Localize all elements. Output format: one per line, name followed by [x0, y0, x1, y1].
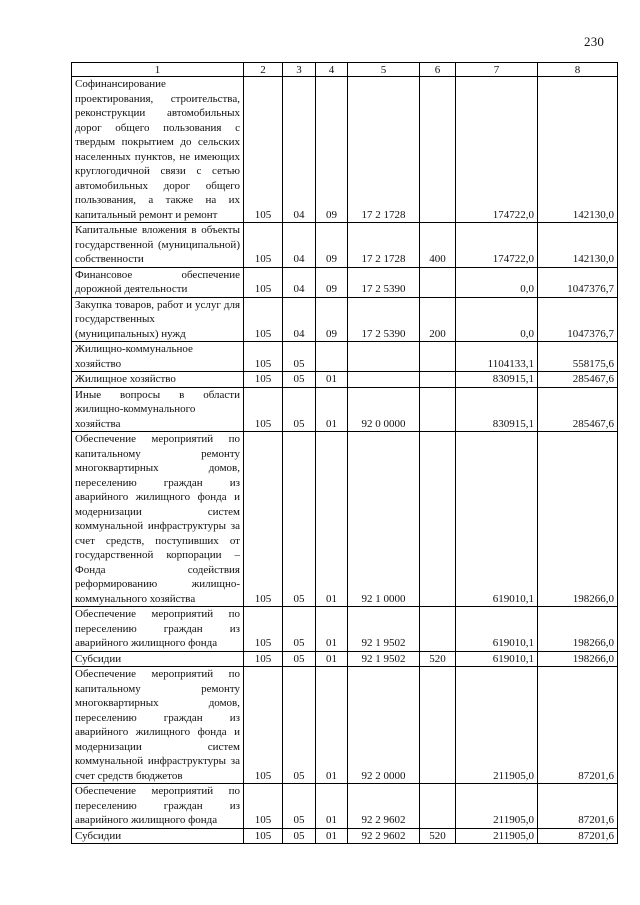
cell-ministry: 105	[244, 297, 283, 342]
cell-amount-8: 142130,0	[538, 223, 618, 268]
cell-subsection: 01	[316, 667, 348, 784]
cell-amount-7: 174722,0	[456, 77, 538, 223]
cell-target-item: 92 1 9502	[348, 607, 420, 652]
table-row	[72, 223, 618, 268]
cell-ministry: 105	[244, 784, 283, 829]
cell-target-item: 92 2 0000	[348, 667, 420, 784]
cell-ministry: 105	[244, 432, 283, 607]
header-cell: 6	[420, 63, 456, 77]
header-cell: 8	[538, 63, 618, 77]
cell-expense-type	[420, 432, 456, 607]
cell-amount-8: 87201,6	[538, 828, 618, 844]
cell-subsection: 01	[316, 372, 348, 388]
cell-expense-type	[420, 77, 456, 223]
row-name: Обеспечение мероприятий по переселению граждан из аварийного жилищного фонда	[72, 607, 244, 652]
cell-amount-7: 830915,1	[456, 387, 538, 432]
cell-target-item: 92 0 0000	[348, 387, 420, 432]
header-cell: 7	[456, 63, 538, 77]
page-number: 230	[584, 34, 605, 49]
cell-target-item: 92 2 9602	[348, 828, 420, 844]
cell-ministry: 105	[244, 77, 283, 223]
table-row	[72, 372, 618, 388]
cell-ministry: 105	[244, 223, 283, 268]
cell-ministry: 105	[244, 651, 283, 667]
table-row	[72, 267, 618, 297]
budget-table	[71, 62, 618, 844]
cell-section: 05	[283, 784, 316, 829]
cell-amount-8: 142130,0	[538, 77, 618, 223]
cell-amount-8: 198266,0	[538, 607, 618, 652]
table-row	[72, 387, 618, 432]
cell-subsection: 01	[316, 784, 348, 829]
row-name: Обеспечение мероприятий по капитальному ремонту многоквартирных домов, переселению граждан из аварийного жилищного фонда и модернизации систем коммунальной инфраструктуры за счет средств, поступивших от государственной корпорации – Фонда содействия реформированию жилищно-коммунального хозяйства	[72, 432, 244, 607]
cell-expense-type	[420, 372, 456, 388]
cell-ministry: 105	[244, 267, 283, 297]
cell-section: 05	[283, 372, 316, 388]
table-row	[72, 828, 618, 844]
cell-ministry: 105	[244, 667, 283, 784]
header-cell: 1	[72, 63, 244, 77]
cell-amount-7: 0,0	[456, 297, 538, 342]
row-name: Капитальные вложения в объекты государственной (муниципальной) собственности	[72, 223, 244, 268]
cell-target-item	[348, 372, 420, 388]
row-name: Иные вопросы в области жилищно-коммунального хозяйства	[72, 387, 244, 432]
cell-amount-8: 1047376,7	[538, 267, 618, 297]
row-name: Жилищно-коммунальное хозяйство	[72, 342, 244, 372]
cell-ministry: 105	[244, 828, 283, 844]
cell-section: 05	[283, 651, 316, 667]
cell-amount-7: 619010,1	[456, 607, 538, 652]
cell-expense-type	[420, 607, 456, 652]
cell-expense-type: 520	[420, 828, 456, 844]
cell-section: 04	[283, 267, 316, 297]
cell-subsection: 01	[316, 432, 348, 607]
cell-ministry: 105	[244, 372, 283, 388]
table-row	[72, 432, 618, 607]
cell-subsection: 09	[316, 77, 348, 223]
header-cell: 5	[348, 63, 420, 77]
header-row	[72, 63, 618, 77]
cell-subsection: 09	[316, 297, 348, 342]
cell-section: 05	[283, 387, 316, 432]
cell-target-item: 92 1 9502	[348, 651, 420, 667]
cell-expense-type	[420, 667, 456, 784]
cell-target-item: 17 2 1728	[348, 77, 420, 223]
cell-expense-type	[420, 784, 456, 829]
cell-subsection: 01	[316, 828, 348, 844]
cell-amount-7: 211905,0	[456, 784, 538, 829]
cell-target-item: 17 2 5390	[348, 297, 420, 342]
cell-section: 05	[283, 342, 316, 372]
table-row	[72, 667, 618, 784]
cell-section: 05	[283, 607, 316, 652]
cell-subsection	[316, 342, 348, 372]
row-name: Закупка товаров, работ и услуг для государственных (муниципальных) нужд	[72, 297, 244, 342]
cell-amount-7: 619010,1	[456, 651, 538, 667]
cell-section: 05	[283, 828, 316, 844]
cell-subsection: 09	[316, 223, 348, 268]
cell-expense-type: 200	[420, 297, 456, 342]
row-name: Обеспечение мероприятий по капитальному ремонту многоквартирных домов, переселению граждан из аварийного жилищного фонда и модернизации систем коммунальной инфраструктуры за счет средств бюджетов	[72, 667, 244, 784]
table-row	[72, 77, 618, 223]
cell-target-item	[348, 342, 420, 372]
cell-subsection: 01	[316, 651, 348, 667]
row-name: Обеспечение мероприятий по переселению граждан из аварийного жилищного фонда	[72, 784, 244, 829]
cell-section: 04	[283, 297, 316, 342]
header-cell: 4	[316, 63, 348, 77]
cell-section: 05	[283, 667, 316, 784]
cell-amount-8: 198266,0	[538, 651, 618, 667]
header-cell: 2	[244, 63, 283, 77]
cell-amount-8: 87201,6	[538, 784, 618, 829]
table-row	[72, 784, 618, 829]
cell-amount-8: 285467,6	[538, 372, 618, 388]
cell-ministry: 105	[244, 387, 283, 432]
row-name: Жилищное хозяйство	[72, 372, 244, 388]
cell-ministry: 105	[244, 342, 283, 372]
row-name: Субсидии	[72, 828, 244, 844]
cell-expense-type	[420, 267, 456, 297]
cell-expense-type	[420, 387, 456, 432]
cell-subsection: 09	[316, 267, 348, 297]
table-row	[72, 651, 618, 667]
cell-amount-8: 558175,6	[538, 342, 618, 372]
cell-target-item: 92 2 9602	[348, 784, 420, 829]
cell-amount-7: 174722,0	[456, 223, 538, 268]
cell-amount-7: 0,0	[456, 267, 538, 297]
cell-target-item: 17 2 5390	[348, 267, 420, 297]
cell-amount-8: 87201,6	[538, 667, 618, 784]
table-row	[72, 607, 618, 652]
cell-amount-8: 1047376,7	[538, 297, 618, 342]
cell-amount-7: 211905,0	[456, 828, 538, 844]
header-cell: 3	[283, 63, 316, 77]
cell-expense-type: 520	[420, 651, 456, 667]
cell-expense-type	[420, 342, 456, 372]
cell-amount-8: 198266,0	[538, 432, 618, 607]
cell-amount-8: 285467,6	[538, 387, 618, 432]
cell-section: 04	[283, 77, 316, 223]
cell-target-item: 92 1 0000	[348, 432, 420, 607]
cell-expense-type: 400	[420, 223, 456, 268]
table-row	[72, 297, 618, 342]
cell-target-item: 17 2 1728	[348, 223, 420, 268]
cell-section: 04	[283, 223, 316, 268]
cell-ministry: 105	[244, 607, 283, 652]
row-name: Субсидии	[72, 651, 244, 667]
cell-subsection: 01	[316, 387, 348, 432]
cell-amount-7: 830915,1	[456, 372, 538, 388]
cell-amount-7: 211905,0	[456, 667, 538, 784]
row-name: Софинансирование проектирования, строительства, реконструкции автомобильных дорог общего пользования с твердым покрытием до сельских населенных пунктов, не имеющих круглогодичной связи с сетью автомобильных дорог общего пользования, а также на их капитальный ремонт и ремонт	[72, 77, 244, 223]
cell-amount-7: 1104133,1	[456, 342, 538, 372]
cell-subsection: 01	[316, 607, 348, 652]
cell-amount-7: 619010,1	[456, 432, 538, 607]
table-row	[72, 342, 618, 372]
cell-section: 05	[283, 432, 316, 607]
row-name: Финансовое обеспечение дорожной деятельности	[72, 267, 244, 297]
